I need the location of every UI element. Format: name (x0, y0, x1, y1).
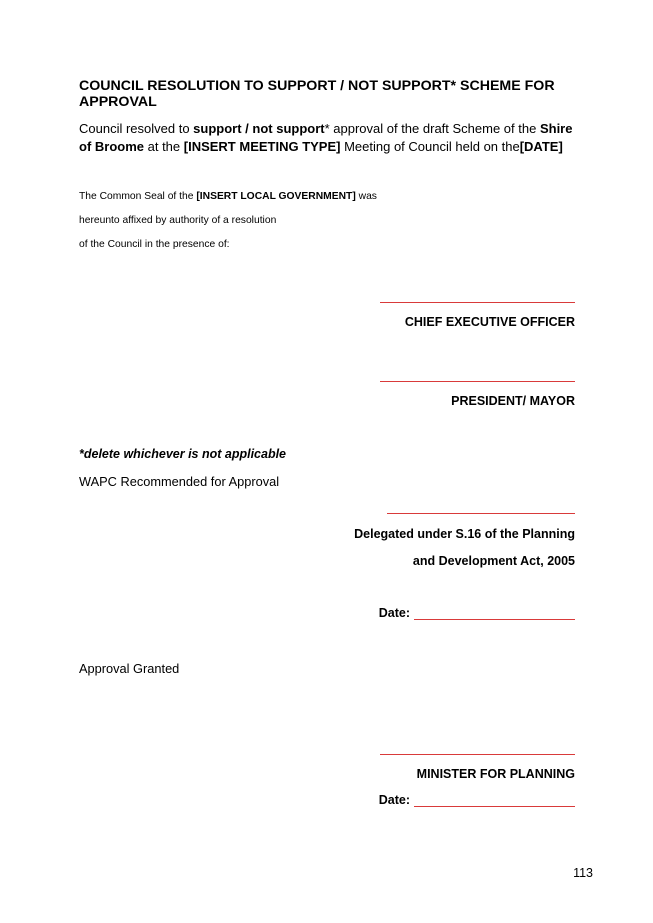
delete-note: *delete whichever is not applicable (79, 447, 287, 461)
resolution-paragraph (79, 120, 579, 156)
president-signature-line[interactable] (380, 381, 575, 382)
wapc-signature-line[interactable] (387, 513, 575, 514)
minister-label: MINISTER FOR PLANNING (416, 767, 575, 781)
seal-line-3: of the Council in the presence of: (79, 239, 230, 250)
seal-bold: [INSERT LOCAL GOVERNMENT] (196, 191, 356, 202)
intro-text: Council resolved to (79, 121, 194, 136)
page-title: COUNCIL RESOLUTION TO SUPPORT / NOT SUPPORT* SCHEME FOR APPROVAL (79, 78, 555, 110)
seal-text: was (355, 191, 377, 202)
intro-bold: [DATE] (519, 139, 563, 154)
seal-text: The Common Seal of the (79, 191, 197, 202)
intro-text: * approval of the draft Scheme of the (324, 121, 540, 136)
page-number: 113 (573, 866, 593, 880)
seal-line-1 (79, 191, 377, 202)
intro-bold: Shire of Broome (79, 121, 573, 154)
intro-bold: [INSERT MEETING TYPE] (183, 139, 341, 154)
date-label: Date: (378, 793, 410, 807)
intro-text: at the (144, 139, 184, 154)
date-input-line[interactable] (414, 606, 575, 620)
wapc-text: WAPC Recommended for Approval (79, 474, 280, 489)
date-input-line[interactable] (414, 793, 575, 807)
ceo-signature-line[interactable] (380, 302, 575, 303)
minister-signature-line[interactable] (380, 754, 575, 755)
delegated-line-2: and Development Act, 2005 (412, 554, 575, 568)
delegated-line-1: Delegated under S.16 of the Planning (354, 527, 575, 541)
president-label: PRESIDENT/ MAYOR (451, 394, 575, 408)
date-field-minister[interactable] (379, 793, 575, 807)
ceo-label: CHIEF EXECUTIVE OFFICER (404, 315, 575, 329)
date-field-wapc[interactable] (379, 606, 575, 620)
approval-text: Approval Granted (79, 661, 180, 676)
intro-text: Meeting of Council held on the (340, 139, 520, 154)
date-label: Date: (378, 606, 410, 620)
intro-bold: support / not support (193, 121, 325, 136)
seal-line-2: hereunto affixed by authority of a resolution (79, 215, 277, 226)
